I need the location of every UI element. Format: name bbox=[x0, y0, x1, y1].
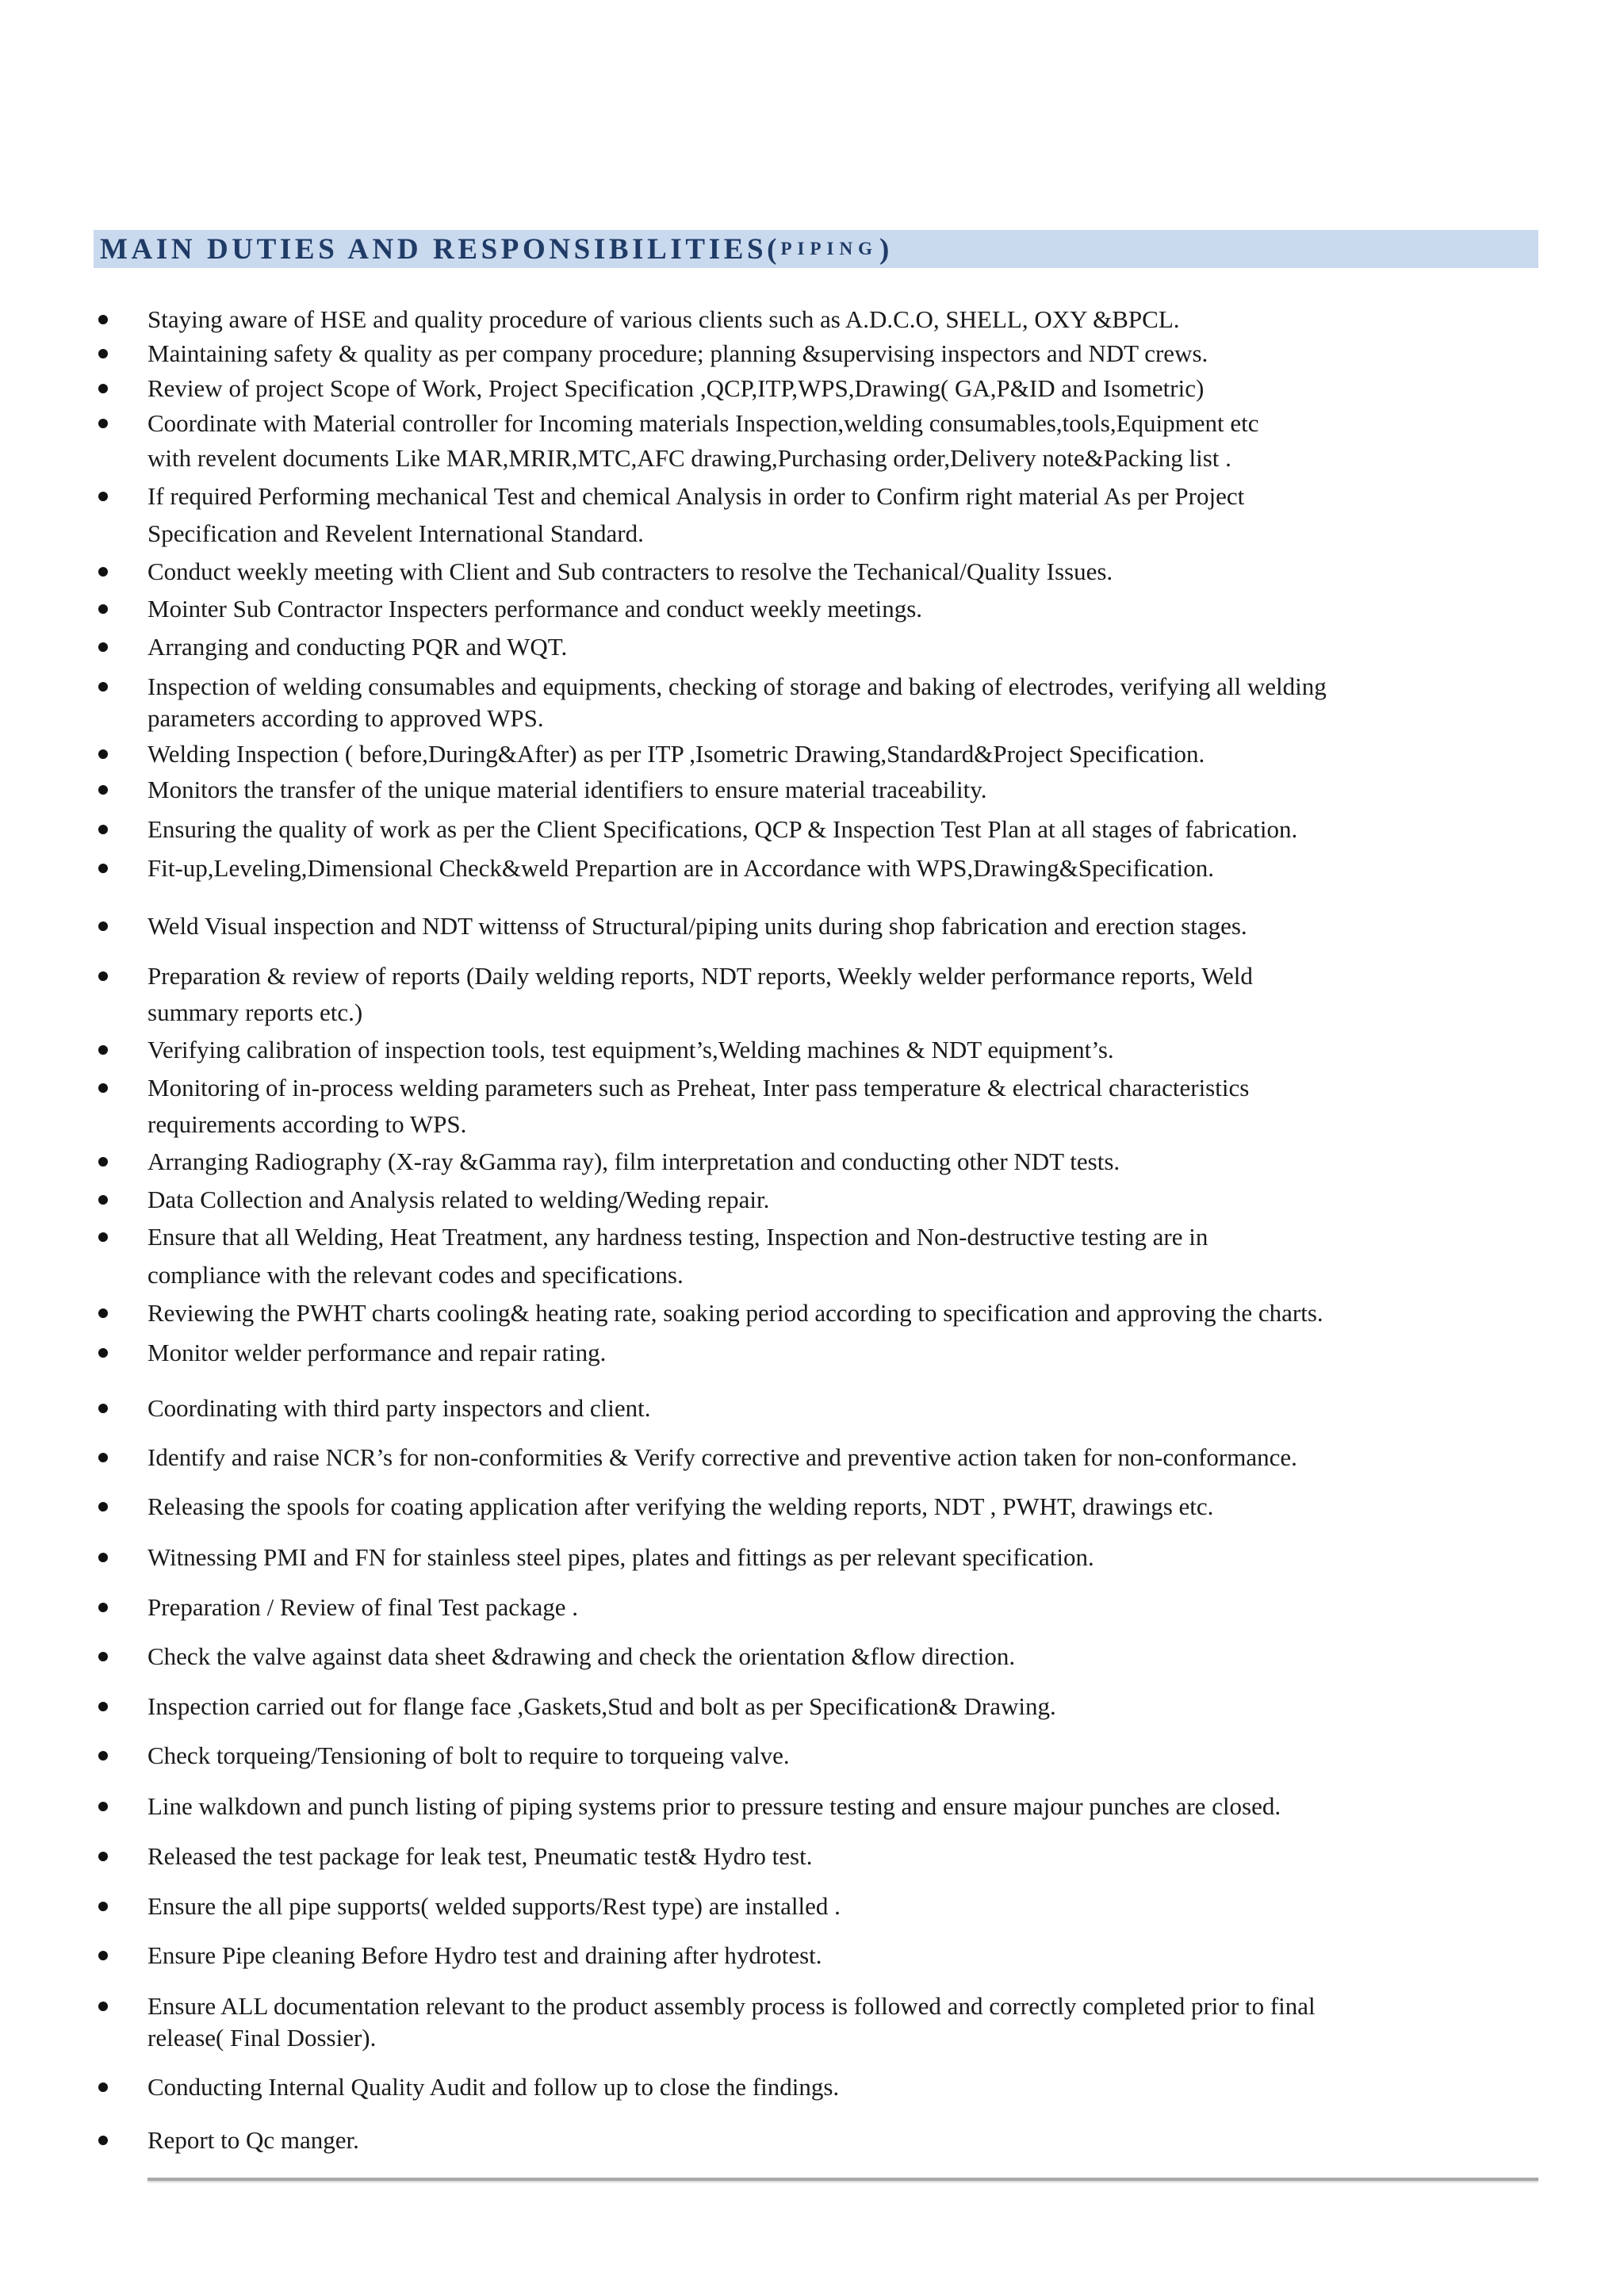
bullet-marker bbox=[98, 1195, 108, 1205]
bullet-marker bbox=[98, 384, 108, 393]
bullet-marker bbox=[98, 1852, 108, 1861]
duty-line: Ensuring the quality of work as per the Client Specifications, QCP & Inspection Test Plan at all stages of fabrication. bbox=[147, 815, 1298, 843]
bullet-marker bbox=[98, 567, 108, 577]
duty-line: Welding Inspection ( before,During&After) as per ITP ,Isometric Drawing,Standard&Project Specification. bbox=[147, 740, 1205, 768]
duty-line: Specification and Revelent International Standard. bbox=[147, 519, 644, 547]
bullet-marker bbox=[98, 642, 108, 652]
duty-line: compliance with the relevant codes and specifications. bbox=[147, 1261, 684, 1289]
duty-line: Arranging and conducting PQR and WQT. bbox=[147, 633, 568, 661]
bullet-marker bbox=[98, 1902, 108, 1911]
section-title: MAIN DUTIES AND RESPONSIBILITIES bbox=[100, 232, 768, 266]
bullet-marker bbox=[98, 1652, 108, 1661]
bullet-marker bbox=[98, 682, 108, 692]
bullet-marker bbox=[98, 971, 108, 981]
bullet-marker bbox=[98, 921, 108, 931]
bullet-marker bbox=[98, 1308, 108, 1318]
duty-line: Report to Qc manger. bbox=[147, 2126, 359, 2154]
duty-line: Verifying calibration of inspection tools, test equipment’s,Welding machines & NDT equipment’s. bbox=[147, 1036, 1114, 1063]
duty-line: Maintaining safety & quality as per company procedure; planning &supervising inspectors and NDT crews. bbox=[147, 339, 1208, 367]
duty-line: Ensure that all Welding, Heat Treatment, any hardness testing, Inspection and Non-destructive testing are in bbox=[147, 1223, 1208, 1251]
duty-line: Check torqueing/Tensioning of bolt to require to torqueing valve. bbox=[147, 1741, 790, 1769]
duty-line: Coordinate with Material controller for Incoming materials Inspection,welding consumables,tools,Equipment etc bbox=[147, 409, 1259, 437]
bullet-marker bbox=[98, 604, 108, 614]
bullet-marker bbox=[98, 1951, 108, 1960]
bullet-marker bbox=[98, 1157, 108, 1167]
bullet-marker bbox=[98, 2136, 108, 2145]
duty-line: Reviewing the PWHT charts cooling& heating rate, soaking period according to specification and approving the charts. bbox=[147, 1299, 1323, 1327]
duty-line: summary reports etc.) bbox=[147, 998, 363, 1026]
duty-line: Arranging Radiography (X-ray &Gamma ray), film interpretation and conducting other NDT tests. bbox=[147, 1148, 1120, 1175]
bullet-marker bbox=[98, 492, 108, 501]
duty-line: Conduct weekly meeting with Client and Sub contracters to resolve the Techanical/Quality Issues. bbox=[147, 557, 1113, 585]
duty-line: Review of project Scope of Work, Project Specification ,QCP,ITP,WPS,Drawing( GA,P&ID and Isometric) bbox=[147, 374, 1205, 402]
bullet-marker bbox=[98, 1404, 108, 1413]
duty-line: with revelent documents Like MAR,MRIR,MTC,AFC drawing,Purchasing order,Delivery note&Packing list . bbox=[147, 444, 1231, 472]
duty-line: Fit-up,Leveling,Dimensional Check&weld Prepartion are in Accordance with WPS,Drawing&Specification. bbox=[147, 854, 1215, 882]
duty-line: requirements according to WPS. bbox=[147, 1110, 467, 1138]
duty-line: Conducting Internal Quality Audit and follow up to close the findings. bbox=[147, 2073, 840, 2101]
duty-line: Ensure the all pipe supports( welded supports/Rest type) are installed . bbox=[147, 1892, 841, 1920]
section-title-close-paren: ) bbox=[879, 232, 891, 266]
duty-line: Data Collection and Analysis related to welding/Weding repair. bbox=[147, 1186, 770, 1213]
duty-line: Identify and raise NCR’s for non-conformities & Verify corrective and preventive action taken for non-conformance. bbox=[147, 1443, 1297, 1471]
bullet-marker bbox=[98, 1348, 108, 1358]
bullet-marker bbox=[98, 1502, 108, 1511]
footer-divider bbox=[147, 2178, 1538, 2181]
bullet-marker bbox=[98, 2002, 108, 2011]
duty-line: Released the test package for leak test, Pneumatic test& Hydro test. bbox=[147, 1842, 813, 1870]
bullet-marker bbox=[98, 1553, 108, 1562]
bullet-marker bbox=[98, 749, 108, 759]
bullet-marker bbox=[98, 2082, 108, 2092]
bullet-marker bbox=[98, 1453, 108, 1462]
duty-line: Line walkdown and punch listing of piping systems prior to pressure testing and ensure majour punches are closed. bbox=[147, 1792, 1281, 1820]
bullet-marker bbox=[98, 349, 108, 358]
duty-line: Check the valve against data sheet &drawing and check the orientation &flow direction. bbox=[147, 1642, 1016, 1670]
section-title-open-paren: ( bbox=[767, 232, 778, 266]
section-header bbox=[94, 230, 1538, 268]
duty-line: Monitor welder performance and repair rating. bbox=[147, 1339, 607, 1366]
bullet-marker bbox=[98, 419, 108, 428]
duty-line: Mointer Sub Contractor Inspecters performance and conduct weekly meetings. bbox=[147, 595, 923, 623]
bullet-marker bbox=[98, 1045, 108, 1055]
bullet-marker bbox=[98, 785, 108, 795]
duty-line: Staying aware of HSE and quality procedure of various clients such as A.D.C.O, SHELL, OXY &BPCL. bbox=[147, 305, 1180, 333]
section-subtitle: PIPING bbox=[780, 239, 878, 259]
bullet-marker bbox=[98, 864, 108, 873]
bullet-marker bbox=[98, 315, 108, 324]
bullet-marker bbox=[98, 1083, 108, 1093]
duty-line: Witnessing PMI and FN for stainless steel pipes, plates and fittings as per relevant specification. bbox=[147, 1543, 1094, 1571]
duty-line: Preparation & review of reports (Daily welding reports, NDT reports, Weekly welder performance reports, Weld bbox=[147, 962, 1253, 990]
bullet-marker bbox=[98, 1702, 108, 1711]
duty-line: parameters according to approved WPS. bbox=[147, 704, 544, 732]
duty-line: release( Final Dossier). bbox=[147, 2024, 377, 2052]
duty-line: Ensure ALL documentation relevant to the product assembly process is followed and correctly completed prior to final bbox=[147, 1992, 1316, 2020]
duty-line: Monitors the transfer of the unique material identifiers to ensure material traceability. bbox=[147, 776, 987, 803]
duty-line: Inspection of welding consumables and equipments, checking of storage and baking of electrodes, verifying all welding bbox=[147, 672, 1327, 700]
duty-line: Monitoring of in-process welding parameters such as Preheat, Inter pass temperature & electrical characteristics bbox=[147, 1074, 1250, 1102]
duty-line: Coordinating with third party inspectors and client. bbox=[147, 1394, 651, 1422]
bullet-marker bbox=[98, 825, 108, 834]
bullet-marker bbox=[98, 1751, 108, 1761]
duty-line: Releasing the spools for coating application after verifying the welding reports, NDT , PWHT, drawings etc. bbox=[147, 1492, 1214, 1520]
bullet-marker bbox=[98, 1232, 108, 1242]
duty-line: Preparation / Review of final Test package . bbox=[147, 1593, 579, 1621]
bullet-marker bbox=[98, 1802, 108, 1811]
duty-line: Weld Visual inspection and NDT wittenss of Structural/piping units during shop fabrication and erection stages. bbox=[147, 912, 1247, 940]
duty-line: If required Performing mechanical Test and chemical Analysis in order to Confirm right material As per Project bbox=[147, 482, 1245, 510]
duty-line: Ensure Pipe cleaning Before Hydro test and draining after hydrotest. bbox=[147, 1941, 822, 1969]
duty-line: Inspection carried out for flange face ,Gaskets,Stud and bolt as per Specification& Drawing. bbox=[147, 1692, 1056, 1720]
bullet-marker bbox=[98, 1603, 108, 1612]
